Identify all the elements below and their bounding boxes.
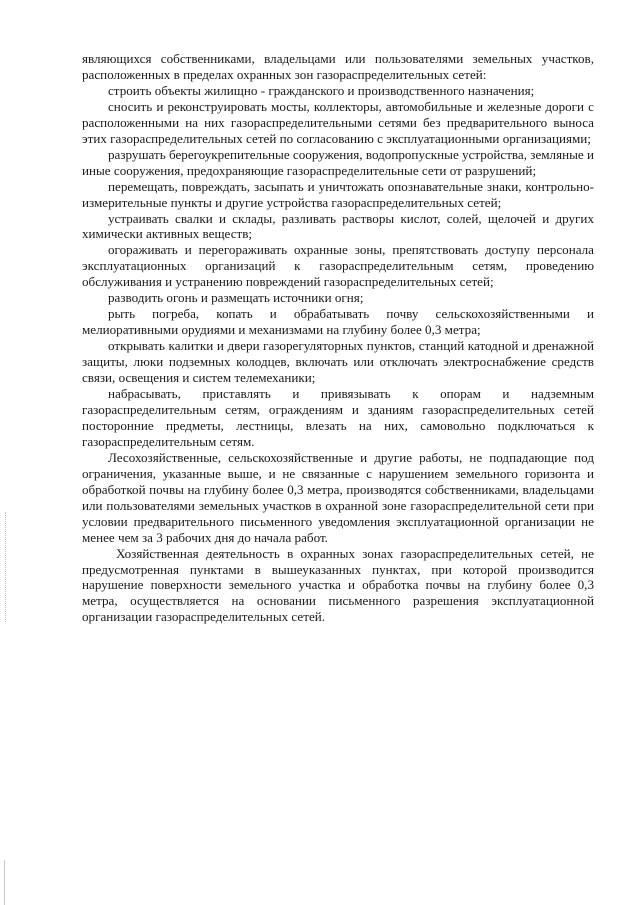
list-item: разрушать берегоукрепительные сооружения, водопропускные устройства, земляные и иные сооружения, предохраняющие газораспределительные сети от разрушений; [82, 146, 595, 178]
scan-edge-line [4, 860, 5, 905]
list-item: огораживать и перегораживать охранные зоны, препятствовать доступу персонала эксплуатационных организаций к газораспределительным сетям, проведению обслуживания и устранению повреждений газораспределительных сетей; [82, 242, 594, 290]
list-item: устраивать свалки и склады, разливать растворы кислот, солей, щелочей и других химически активных веществ; [82, 210, 594, 242]
paragraph-continuation: являющихся собственниками, владельцами или пользователями земельных участков, расположенных в пределах охранных зон газораспределительных сетей: [82, 51, 594, 82]
list-item: сносить и реконструировать мосты, коллекторы, автомобильные и железные дороги с расположенными на них газораспределительными сетями без предварительного выноса этих газораспределительных сетей по согласованию с эксплуатационными организациями; [82, 98, 594, 146]
scan-edge-marks [5, 512, 7, 622]
paragraph: Хозяйственная деятельность в охранных зонах газораспределительных сетей, не предусмотренная пунктами в вышеуказанных пунктах, при которой производится нарушение поверхности земельного участка и обработка почвы на глубину более 0,3 метра, осуществляется на основании письменного разрешения эксплуатационной организации газораспределительных сетей. [82, 545, 594, 625]
paragraph: Лесохозяйственные, сельскохозяйственные и другие работы, не подпадающие под ограничения, указанные выше, и не связанные с нарушением земельного горизонта и обработкой почвы на глубину более 0,3 метра, производятся собственниками, владельцами или пользователями земельных участков в охранной зоне газораспределительной сети при условии предварительного письменного уведомления эксплуатационной организации не менее чем за 3 рабочих дня до начала работ. [82, 449, 594, 545]
list-item: перемещать, повреждать, засыпать и уничтожать опознавательные знаки, контрольно-измерительные пункты и другие устройства газораспределительных сетей; [82, 178, 594, 210]
document-page [82, 51, 594, 625]
list-item: разводить огонь и размещать источники огня; [108, 290, 364, 306]
list-item: набрасывать, приставлять и привязывать к опорам и надземным газораспределительным сетям, ограждениям и зданиям газораспределительных сетей посторонние предметы, лестницы, влезать на них, самовольно подключаться к газораспределительным сетям. [82, 386, 594, 449]
list-item: строить объекты жилищно - гражданского и производственного назначения; [108, 82, 535, 98]
list-item: открывать калитки и двери газорегуляторных пунктов, станций катодной и дренажной защиты, люки подземных колодцев, включать или отключать электроснабжение средств связи, освещения и систем телемеханики; [82, 338, 594, 386]
list-item: рыть погреба, копать и обрабатывать почву сельскохозяйственными и мелиоративными орудиями и механизмами на глубину более 0,3 метра; [82, 306, 594, 338]
